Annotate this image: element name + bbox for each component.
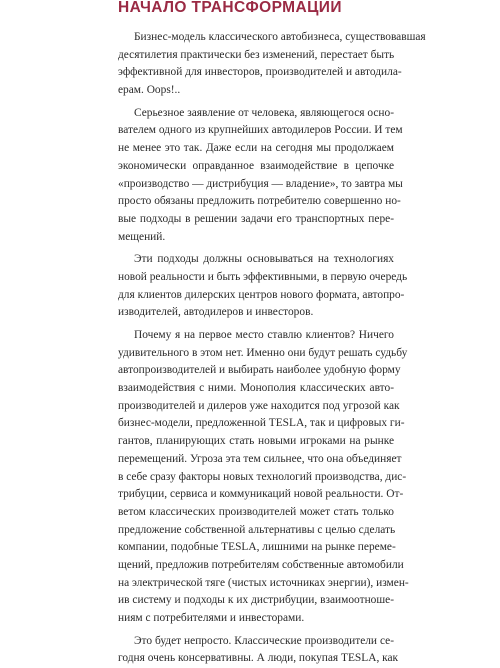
text-line: щений, предложив потребителям собственные автомобили (118, 558, 404, 571)
text-line: экономически оправданное взаимодействие в цепочке (118, 159, 394, 172)
paragraph (118, 29, 426, 100)
text-line: «производство — дистрибуция — владение», то завтра мы (118, 177, 403, 190)
text-line: взаимодействия с ними. Монополия классических авто- (118, 382, 394, 395)
paragraph (118, 251, 408, 322)
text-line: ив систему и подходы к их дистрибуции, взаимоотноше- (118, 594, 394, 607)
text-line: ниям с потребителями и инвесторами. (118, 612, 305, 624)
text-line: изводителей, автодилеров и инвесторов. (118, 306, 314, 319)
text-line: эффективной для инвесторов, производителей и автодила- (118, 66, 402, 79)
text-line: новой реальности и быть эффективными, в первую очередь (118, 270, 408, 283)
text-line: ветом классических производителей может стать только (118, 505, 394, 518)
text-line: бизнес-модели, предложенной TESLA, так и цифровых ги- (118, 417, 405, 430)
text-line: автопроизводителей и выбирать наиболее удобную форму (118, 364, 401, 377)
text-line: Бизнес-модель классического автобизнеса, существовавшая (134, 31, 426, 43)
text-line: Это будет непросто. Классические производители се- (134, 634, 394, 647)
text-line: ерам. Oops!.. (118, 84, 181, 97)
text-line: десятилетия практически без изменений, перестает быть (118, 48, 395, 61)
text-line: годня очень консервативны. А люди, покупая TESLA, как (118, 652, 399, 665)
text-line: вателем одного из крупнейших автодилеров России. И тем (118, 124, 403, 137)
text-line: компании, подобные TESLA, лишними на рынке переме- (118, 541, 396, 554)
text-line: трибуции, сервиса и коммуникаций новой реальности. От- (118, 488, 404, 501)
body-text (118, 29, 426, 668)
text-line: перемещений. Угроза эта тем сильнее, что она объединяет (118, 452, 402, 465)
text-line: гантов, планирующих стать новыми игроками на рынке (118, 435, 394, 448)
paragraph (118, 105, 403, 247)
paragraph (118, 633, 399, 668)
paragraph (118, 327, 409, 628)
text-line: просто обязаны предложить потребителю совершенно но- (118, 195, 401, 208)
text-line: в себе сразу факторы новых технологий производства, дис- (118, 470, 407, 483)
text-line: производителей и дилеров уже находится под угрозой как (118, 399, 400, 412)
chapter-title: НАЧАЛО ТРАНСФОРМАЦИИ (118, 0, 342, 16)
text-line: Эти подходы должны основываться на технологиях (134, 253, 394, 266)
text-line: удивительного в этом нет. Именно они будут решать судьбу (118, 346, 408, 359)
text-line: для клиентов дилерских центров нового формата, автопро- (118, 288, 405, 301)
text-line: мещений. (118, 230, 166, 243)
text-line: предложение собственной альтернативы с целью сделать (118, 523, 396, 536)
text-line: вые подходы в решении задачи его транспортных пере- (118, 212, 394, 225)
text-line: Серьезное заявление от человека, являющегося осно- (134, 106, 394, 119)
text-line: не менее это так. Даже если на сегодня мы продолжаем (118, 142, 394, 155)
text-line: на электрической тяге (чистых источниках энергии), измен- (118, 576, 409, 589)
text-line: Почему я на первое место ставлю клиентов? Ничего (134, 329, 394, 341)
